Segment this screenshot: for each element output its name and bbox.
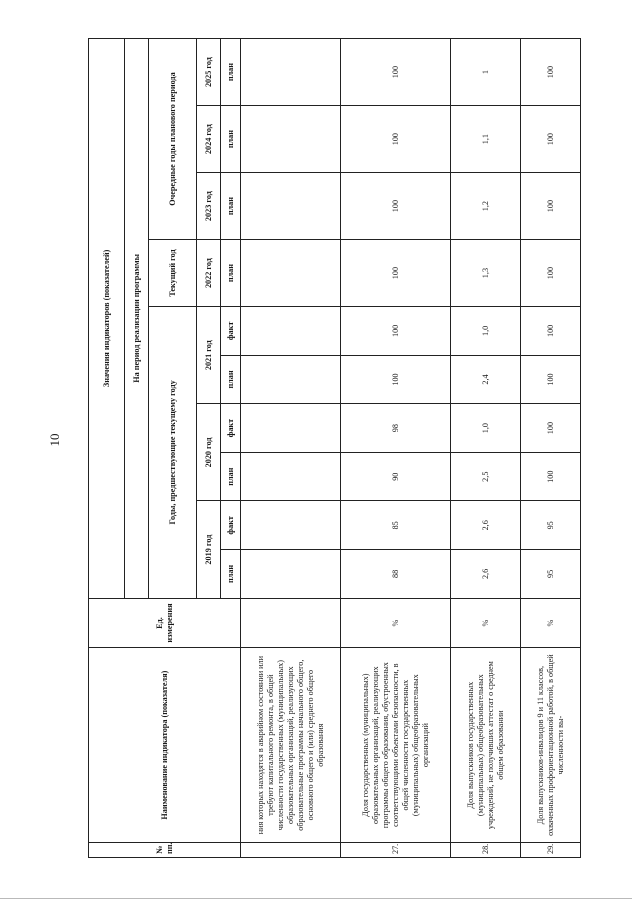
value-2021-fact: 1,0 [451, 307, 521, 356]
indicators-table [88, 38, 581, 858]
value-2021-fact [241, 307, 341, 356]
plan-label: план [221, 173, 241, 240]
plan-label: план [221, 550, 241, 599]
value-2019-fact: 95 [521, 501, 581, 550]
value-2019-plan: 88 [341, 550, 451, 599]
row-name: Доля государственных (муниципальных) образовательных организаций, реализующих программы общего образования, обустроенных соответствующими объектами безопасности, в общей численности государственных (муниципальных) общеобразовательных организаций [341, 648, 451, 842]
row-unit: % [521, 598, 581, 648]
row-num: 28. [451, 842, 521, 857]
value-2022-plan: 1,3 [451, 240, 521, 307]
year-2025: 2025 год [197, 39, 221, 106]
year-2024: 2024 год [197, 106, 221, 173]
year-2020: 2020 год [197, 404, 221, 501]
value-2021-plan: 100 [341, 355, 451, 404]
value-2022-plan: 100 [341, 240, 451, 307]
value-2020-fact [241, 404, 341, 453]
value-2020-fact: 100 [521, 404, 581, 453]
row-unit: % [341, 598, 451, 648]
value-2025-plan: 100 [521, 39, 581, 106]
plan-label: план [221, 240, 241, 307]
header-name: Наименование индикатора (показателя) [89, 648, 241, 842]
scan-edge-line [0, 898, 632, 899]
header-current-year: Текущий год [149, 240, 197, 307]
value-2019-plan: 2,6 [451, 550, 521, 599]
value-2025-plan [241, 39, 341, 106]
header-values: Значения индикаторов (показателей) [89, 39, 125, 599]
value-2021-fact: 100 [521, 307, 581, 356]
row-name: Доля выпускников государственных (муниципальных) общеобразовательных учреждений, не получивших аттестат о среднем общем образовании [451, 648, 521, 842]
table-row [241, 39, 341, 858]
table-row [341, 39, 451, 858]
value-2025-plan: 1 [451, 39, 521, 106]
value-2019-fact: 85 [341, 501, 451, 550]
header-unit: Ед. измерения [89, 598, 241, 648]
fact-label: факт [221, 307, 241, 356]
value-2023-plan: 1,2 [451, 173, 521, 240]
table-row [521, 39, 581, 858]
row-unit [241, 598, 341, 648]
value-2021-plan: 2,4 [451, 355, 521, 404]
plan-label: план [221, 355, 241, 404]
plan-label: план [221, 39, 241, 106]
value-2023-plan [241, 173, 341, 240]
fact-label: факт [221, 501, 241, 550]
value-2024-plan: 100 [521, 106, 581, 173]
value-2022-plan: 100 [521, 240, 581, 307]
value-2021-plan: 100 [521, 355, 581, 404]
page-number: 10 [47, 433, 62, 447]
year-2023: 2023 год [197, 173, 221, 240]
rotated-table-wrapper [88, 38, 580, 858]
value-2024-plan [241, 106, 341, 173]
value-2020-fact: 1,0 [451, 404, 521, 453]
header-num: № пп. [89, 842, 241, 857]
row-unit: % [451, 598, 521, 648]
value-2020-plan: 90 [341, 452, 451, 501]
fact-label: факт [221, 404, 241, 453]
value-2022-plan [241, 240, 341, 307]
value-2020-fact: 98 [341, 404, 451, 453]
value-2020-plan: 100 [521, 452, 581, 501]
year-2021: 2021 год [197, 307, 221, 404]
value-2019-fact [241, 501, 341, 550]
row-num [241, 842, 341, 857]
value-2025-plan: 100 [341, 39, 451, 106]
value-2019-fact: 2,6 [451, 501, 521, 550]
value-2024-plan: 1,1 [451, 106, 521, 173]
value-2023-plan: 100 [521, 173, 581, 240]
header-program-period: На период реализации программы [125, 39, 149, 599]
value-2023-plan: 100 [341, 173, 451, 240]
year-2022: 2022 год [197, 240, 221, 307]
row-num: 27. [341, 842, 451, 857]
header-row-1 [89, 39, 125, 858]
row-num: 29. [521, 842, 581, 857]
plan-label: план [221, 106, 241, 173]
table-row [451, 39, 521, 858]
row-name: Доля выпускников-инвалидов 9 и 11 классов, охваченных профориентационной работой, в общей численности вы- [521, 648, 581, 842]
row-name: ния которых находятся в аварийном состоянии или требуют капитального ремонта, в общей численности государственных (муниципальных) образовательных организаций, реализующих образовательные программы начального общего, основного общего и (или) среднего общего образования [241, 648, 341, 842]
value-2019-plan: 95 [521, 550, 581, 599]
value-2021-plan [241, 355, 341, 404]
value-2020-plan [241, 452, 341, 501]
year-2019: 2019 год [197, 501, 221, 598]
plan-label: план [221, 452, 241, 501]
value-2024-plan: 100 [341, 106, 451, 173]
header-next-years: Очередные годы планового периода [149, 39, 197, 240]
value-2019-plan [241, 550, 341, 599]
header-previous-years: Годы, предшествующие текущему году [149, 307, 197, 599]
value-2020-plan: 2,5 [451, 452, 521, 501]
value-2021-fact: 100 [341, 307, 451, 356]
